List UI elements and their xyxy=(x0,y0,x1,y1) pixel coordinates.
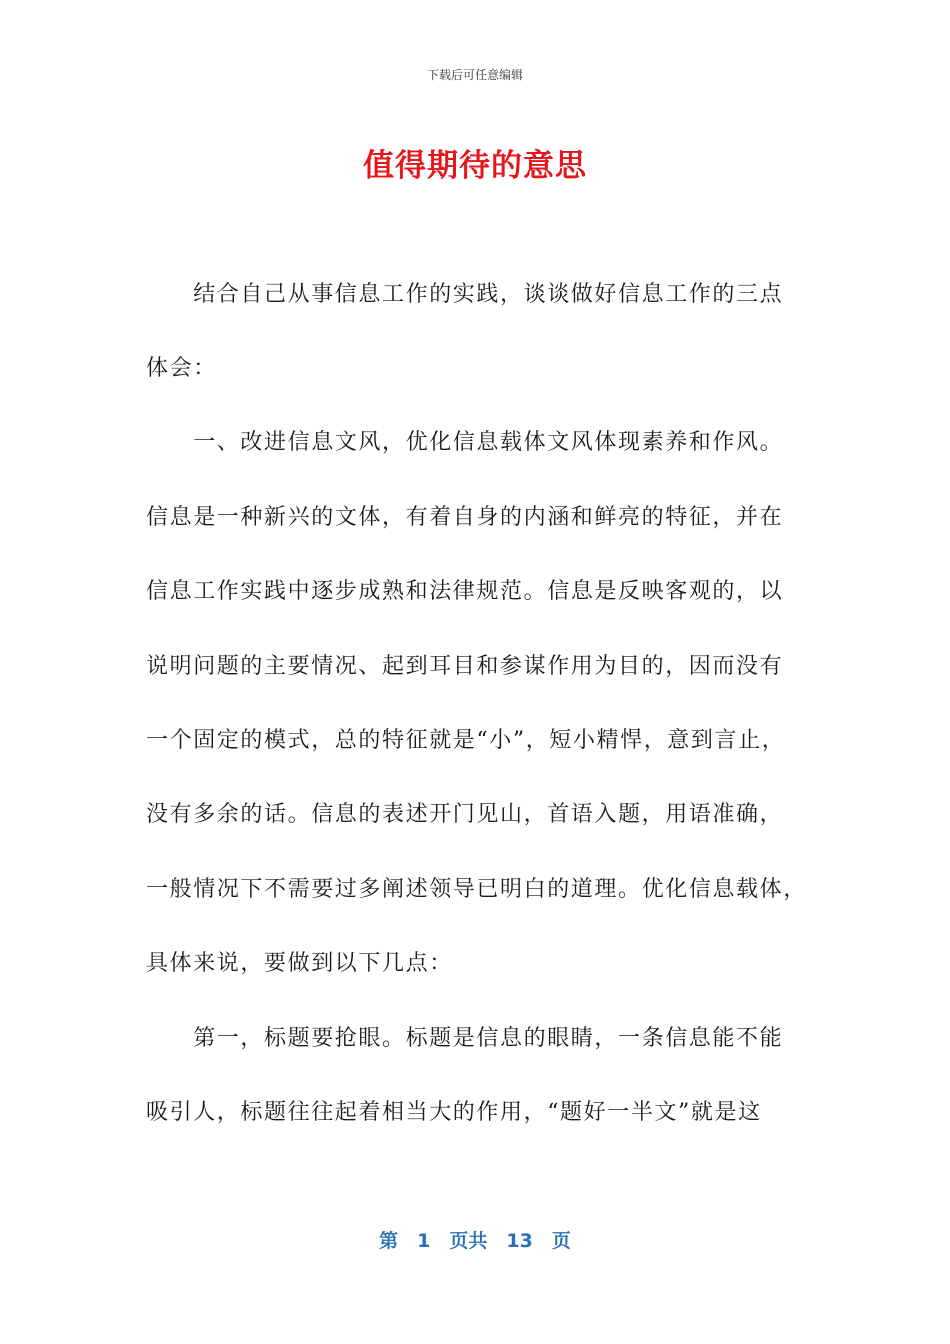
page-number-footer: 第 1 页共 13 页 xyxy=(379,1230,571,1252)
text-line: 一般情况下不需要过多阐述领导已明白的道理。优化信息载体， xyxy=(146,877,807,902)
text-line: 一、改进信息文风，优化信息载体文风体现素养和作风。 xyxy=(146,430,784,455)
text-line: 第一，标题要抢眼。标题是信息的眼睛，一条信息能不能 xyxy=(146,1026,784,1051)
text-line: 说明问题的主要情况、起到耳目和参谋作用为目的，因而没有 xyxy=(146,654,784,679)
text-line: 具体来说，要做到以下几点： xyxy=(146,951,453,976)
text-line: 体会： xyxy=(146,356,217,381)
text-line: 结合自己从事信息工作的实践，谈谈做好信息工作的三点 xyxy=(146,282,784,307)
text-line: 一个固定的模式，总的特征就是“小”，短小精悍，意到言止， xyxy=(146,728,786,753)
text-line: 信息工作实践中逐步成熟和法律规范。信息是反映客观的，以 xyxy=(146,579,784,604)
text-line: 没有多余的话。信息的表述开门见山，首语入题，用语准确， xyxy=(146,802,784,827)
text-line: 信息是一种新兴的文体，有着自身的内涵和鲜亮的特征，并在 xyxy=(146,505,784,530)
text-line: 吸引人，标题往往起着相当大的作用，“题好一半文”就是这 xyxy=(146,1100,762,1125)
page-title: 值得期待的意思 xyxy=(363,148,587,184)
header-note: 下载后可任意编辑 xyxy=(426,68,523,82)
